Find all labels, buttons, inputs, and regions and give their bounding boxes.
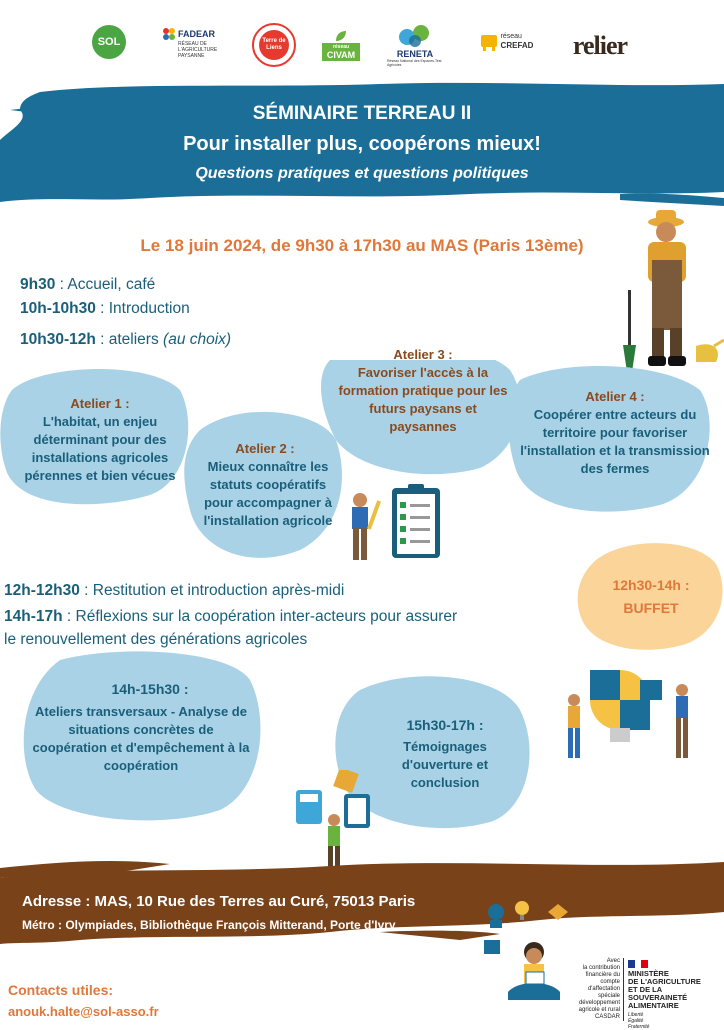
atelier-1-text: L'habitat, un enjeu déterminant pour des installations agricoles pérennes et bien vécues bbox=[24, 414, 176, 483]
event-date: Le 18 juin 2024, de 9h30 à 17h30 au MAS (Paris 13ème) bbox=[140, 236, 584, 255]
atelier-2-text: Mieux connaître les statuts coopératifs pour accompagner à l'installation agricole bbox=[203, 459, 333, 528]
page-tagline: Questions pratiques et questions politiques bbox=[195, 165, 529, 182]
atelier-2: Atelier 2 : bbox=[235, 441, 295, 456]
partner-logos bbox=[0, 0, 724, 80]
schedule-item-cooperation-cont: le renouvellement des générations agricoles bbox=[4, 631, 308, 648]
schedule-item-intro: 10h-10h30 : Introduction bbox=[20, 300, 190, 317]
sol-logo: SOL bbox=[92, 25, 126, 59]
page-title: SÉMINAIRE TERREAU II bbox=[252, 103, 472, 124]
buffet-blob bbox=[576, 540, 724, 652]
buffet-time: 12h30-14h : bbox=[612, 577, 690, 593]
atelier-3: Atelier 3 : bbox=[393, 347, 453, 362]
atelier-1: Atelier 1 : bbox=[70, 396, 130, 411]
crefad-logo: réseau CREFAD bbox=[472, 28, 540, 54]
temoignages-title: 15h30-17h : bbox=[406, 717, 484, 733]
page-subtitle: Pour installer plus, coopérons mieux! bbox=[183, 133, 541, 155]
temoignages-text: Témoignages d'ouverture et conclusion bbox=[401, 739, 489, 790]
schedule-item-restitution: 12h-12h30 : Restitution et introduction après-midi bbox=[4, 582, 345, 599]
schedule-item-cooperation: 14h-17h : Réflexions sur la coopération inter-acteurs pour assurer bbox=[4, 608, 458, 625]
contact-email[interactable]: anouk.halte@sol-asso.fr bbox=[8, 1004, 159, 1019]
atelier-3-text: Favoriser l'accès à la formation pratique pour les futurs paysans et paysannes bbox=[338, 365, 508, 434]
checklist-illustration bbox=[340, 480, 450, 570]
fadear-logo: FADEAR RÉSEAU DE L'AGRICULTURE PAYSANNE bbox=[162, 24, 234, 62]
atelier-4: Atelier 4 : bbox=[585, 389, 645, 404]
farmer-illustration bbox=[618, 200, 724, 380]
casdar-funding: Avec la contribution financière du compte d'affectation spéciale développement agricole et rural CASDAR bbox=[570, 958, 624, 1021]
address-line: Adresse : MAS, 10 Rue des Terres au Curé, 75013 Paris bbox=[22, 893, 416, 910]
civam-logo: réseau CIVAM bbox=[322, 24, 360, 66]
reneta-graphic-icon bbox=[397, 23, 433, 49]
atelier-4-text: Coopérer entre acteurs du territoire pour favoriser l'installation et la transmission des fermes bbox=[520, 407, 710, 476]
metro-line: Métro : Olympiades, Bibliothèque François Mitterand, Porte d'Ivry bbox=[22, 918, 396, 932]
terre-de-liens-logo: Terre de Liens bbox=[252, 23, 296, 67]
relier-logo: relier bbox=[572, 31, 628, 60]
french-flag-icon bbox=[628, 960, 648, 968]
schedule-item-welcome: 9h30 : Accueil, café bbox=[20, 276, 156, 293]
leaf-icon bbox=[334, 29, 348, 43]
schedule-item-ateliers: 10h30-12h : ateliers (au choix) bbox=[20, 331, 232, 348]
crefad-chair-icon bbox=[479, 31, 499, 51]
puzzle-bulb-illustration bbox=[560, 660, 710, 770]
reneta-logo: RENETA Réseau National des Espaces-Test Agricoles bbox=[387, 22, 443, 68]
flower-icon bbox=[162, 27, 176, 41]
transversal-text: Ateliers transversaux - Analyse de situations concrètes de coopération et d'empêchement à la coopération bbox=[32, 704, 250, 773]
ministry-logo: MINISTÈRE DE L'AGRICULTURE ET DE LA SOUVERAINETÉ ALIMENTAIRE Liberté Égalité Fraternité bbox=[628, 960, 722, 1030]
buffet-label: BUFFET bbox=[623, 600, 679, 616]
transversal-title: 14h-15h30 : bbox=[111, 681, 189, 697]
contacts-label: Contacts utiles: bbox=[8, 982, 114, 998]
